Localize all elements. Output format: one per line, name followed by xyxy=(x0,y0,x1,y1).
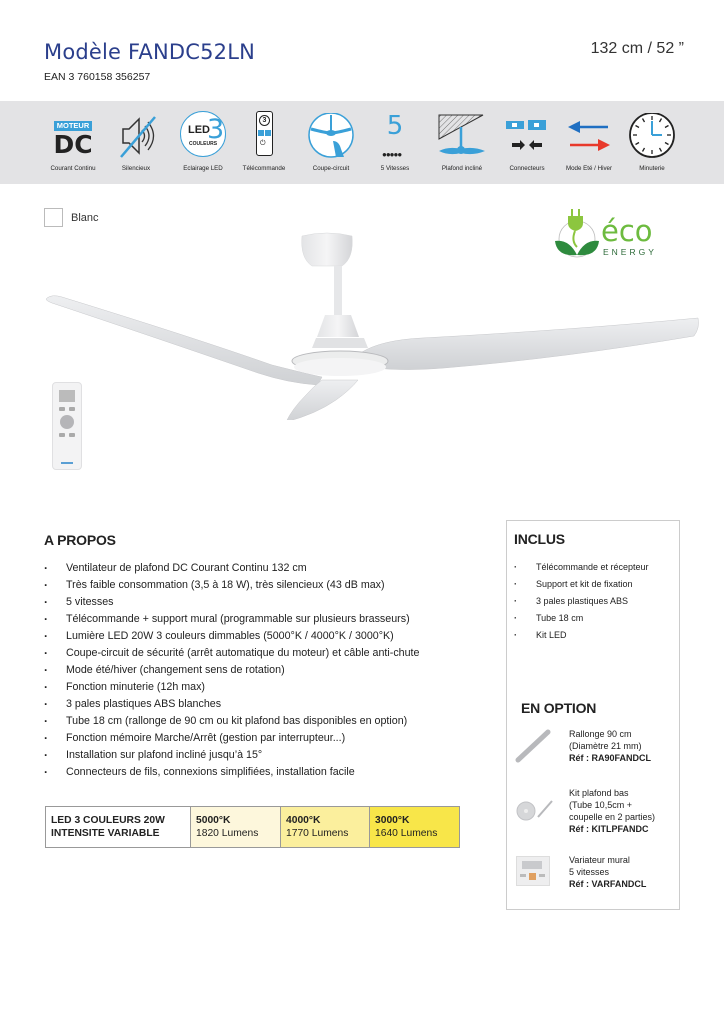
color-temp: 4000°K xyxy=(286,815,321,826)
list-item: · Tube 18 cm xyxy=(514,610,679,627)
color-label: Blanc xyxy=(71,212,99,224)
list-item: · Lumière LED 20W 3 couleurs dimmables (5000°K / 4000°K / 3000°K) xyxy=(44,628,484,645)
list-item: · Connecteurs de fils, connexions simplifiées, installation facile xyxy=(44,764,484,781)
list-item: · Support et kit de fixation xyxy=(514,576,679,593)
led-sub: COULEURS xyxy=(189,141,218,147)
list-item: · Très faible consommation (3,5 à 18 W), très silencieux (43 dB max) xyxy=(44,577,484,594)
option-line: (Tube 10,5cm + xyxy=(569,800,632,810)
list-item: · Ventilateur de plafond DC Courant Continu 132 cm xyxy=(44,560,484,577)
lumens: 1770 Lumens xyxy=(286,828,349,839)
list-item: · 3 pales plastiques ABS xyxy=(514,593,679,610)
included-title: INCLUS xyxy=(514,531,565,547)
feature-label: Connecteurs xyxy=(509,165,545,172)
about-title: A PROPOS xyxy=(44,532,116,548)
remote-control-icon: 3 ⏻ xyxy=(239,113,289,159)
list-item: · Fonction mémoire Marche/Arrêt (gestion par interrupteur...) xyxy=(44,730,484,747)
option-low-ceiling-kit xyxy=(514,787,679,837)
model-title: Modèle FANDC52LN xyxy=(44,40,256,64)
connectors-icon xyxy=(502,113,552,159)
timer-clock-icon xyxy=(627,113,677,159)
color-temp: 3000°K xyxy=(375,815,410,826)
extension-rod-icon xyxy=(514,728,558,768)
inclined-ceiling-icon xyxy=(437,113,487,159)
energy-text: ENERGY xyxy=(603,247,657,257)
led-header-line1: LED 3 COULEURS 20W xyxy=(51,815,165,826)
led-header-line2: INTENSITE VARIABLE xyxy=(51,828,160,839)
option-wall-dimmer xyxy=(514,854,679,904)
feature-label: Télécommande xyxy=(242,165,286,172)
silent-speaker-icon xyxy=(111,113,161,159)
included-list xyxy=(514,559,679,644)
led-cell-5000k xyxy=(191,807,281,847)
dc-text: DC xyxy=(53,130,93,159)
option-line: Variateur mural xyxy=(569,855,630,865)
list-item: · Fonction minuterie (12h max) xyxy=(44,679,484,696)
option-ref: Réf : RA90FANDCL xyxy=(569,753,652,763)
list-item: · Télécommande et récepteur xyxy=(514,559,679,576)
feature-label: Coupe-circuit xyxy=(312,165,350,172)
remote-control-image xyxy=(52,382,84,470)
led-table-header xyxy=(46,807,191,847)
about-list xyxy=(44,560,484,781)
feature-label: Mode Eté / Hiver xyxy=(565,165,613,172)
speeds-number: 5 xyxy=(386,111,404,141)
lumens: 1640 Lumens xyxy=(375,828,438,839)
list-item: · Télécommande + support mural (programmable sur plusieurs brasseurs) xyxy=(44,611,484,628)
option-line: (Diamètre 21 mm) xyxy=(569,741,642,751)
about-section xyxy=(44,532,484,781)
list-item: · Tube 18 cm (rallonge de 90 cm ou kit plafond bas disponibles en option) xyxy=(44,713,484,730)
feature-label: Eclairage LED xyxy=(183,165,223,172)
dc-motor-icon xyxy=(48,113,98,159)
led-3-colors-icon xyxy=(178,113,228,159)
led-cell-3000k xyxy=(370,807,459,847)
list-item: · 5 vitesses xyxy=(44,594,484,611)
wall-dimmer-icon xyxy=(514,854,558,894)
feature-label: Courant Continu xyxy=(50,165,96,172)
list-item: · Installation sur plafond incliné jusqu’à 15° xyxy=(44,747,484,764)
led-number: 3 xyxy=(207,114,225,145)
feature-label: Silencieux xyxy=(121,165,151,172)
option-ref: Réf : VARFANDCL xyxy=(569,879,647,889)
color-swatch-white[interactable] xyxy=(44,208,63,227)
option-line: coupelle en 2 parties) xyxy=(569,812,656,822)
low-ceiling-kit-icon xyxy=(514,787,558,827)
remote-number: 3 xyxy=(259,115,270,126)
list-item: · Coupe-circuit de sécurité (arrêt automatique du moteur) et câble anti-chute xyxy=(44,645,484,662)
features-bar xyxy=(0,101,724,184)
list-item: · Mode été/hiver (changement sens de rotation) xyxy=(44,662,484,679)
feature-label: Plafond incliné xyxy=(441,165,483,172)
summer-winter-mode-icon xyxy=(564,113,614,159)
eco-text: éco xyxy=(601,214,653,248)
feature-timer xyxy=(619,101,685,184)
included-options-panel xyxy=(506,520,680,910)
speeds-icon: 5 ●●●●● xyxy=(370,113,420,159)
ean-code: EAN 3 760158 356257 xyxy=(44,71,151,83)
option-line: Rallonge 90 cm xyxy=(569,729,632,739)
color-temp: 5000°K xyxy=(196,815,231,826)
circuit-breaker-icon xyxy=(306,113,356,159)
feature-label: 5 Vitesses xyxy=(380,165,410,172)
fan-size: 132 cm / 52 ” xyxy=(590,40,684,57)
led-specs-table xyxy=(45,806,460,848)
ceiling-fan-image xyxy=(40,230,700,420)
list-item: · 3 pales plastiques ABS blanches xyxy=(44,696,484,713)
option-line: 5 vitesses xyxy=(569,867,610,877)
motor-badge: MOTEUR xyxy=(54,121,92,131)
feature-label: Minuterie xyxy=(639,165,665,172)
options-title: EN OPTION xyxy=(521,700,597,716)
led-text: LED xyxy=(188,124,210,136)
lumens: 1820 Lumens xyxy=(196,828,259,839)
option-extension-rod xyxy=(514,728,679,778)
option-line: Kit plafond bas xyxy=(569,788,629,798)
list-item: · Kit LED xyxy=(514,627,679,644)
led-cell-4000k xyxy=(281,807,370,847)
option-ref: Réf : KITLPFANDC xyxy=(569,824,649,834)
